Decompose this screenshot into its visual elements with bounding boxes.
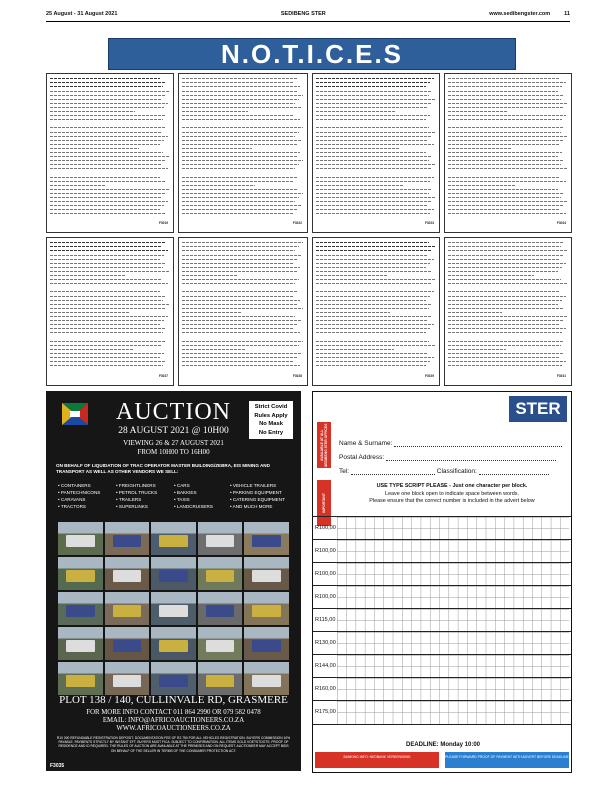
auction-contact — [46, 709, 301, 733]
name-field[interactable] — [339, 440, 562, 447]
text-line — [448, 364, 562, 368]
vehicle-photo — [244, 592, 289, 625]
text-lines — [316, 77, 436, 216]
row-price: R144,00 — [315, 663, 336, 669]
list-item: • TRAILERS — [116, 497, 142, 502]
vehicle-shape — [252, 605, 281, 618]
vehicle-photo — [244, 627, 289, 660]
notice-ref: F3023 — [424, 220, 434, 225]
viewing-info — [46, 439, 301, 456]
vehicle-photo — [58, 627, 103, 660]
auction-fine-print: R10 000 REFUNDABLE REGISTRATION DEPOSIT. DOCUMENTATION FEE OF R2 750 FOR ALL VEHICLES REGISTRATION. BUYERS COMMISSION 10% PAYABLE. PAYMENTS STRICTLY BY INSTANT EFT. BUYERS MUST FICA. SUBJECT TO CONFIRMATION. ALL ITEMS SOLD VOETSTOOTS. PROOF OF RESIDENCE AND ID REQUIRED. THE RULES OF AUCTION ARE AVAILABLE AT THE PREMISES AND ON REQUEST. AUCTIONEER MAY ACCEPT BIDS ON BEHALF OF THE SELLER IN TERMS OF THE CONSUMER PROTECTION ACT. — [56, 736, 291, 753]
notice-ref: F3022 — [292, 220, 302, 225]
text-line — [182, 167, 295, 171]
row-price: R100,00 — [315, 548, 336, 554]
vehicle-photo — [105, 522, 150, 555]
notice-block-4 — [444, 73, 572, 233]
list-item: • CONTAINERS — [58, 483, 91, 488]
address-field[interactable] — [339, 454, 556, 461]
row-cells[interactable] — [337, 609, 569, 632]
row-price: R100,00 — [315, 571, 336, 577]
text-line — [50, 331, 163, 335]
vehicle-shape — [66, 535, 95, 548]
vehicle-photo — [198, 627, 243, 660]
list-item: • TAXIS — [174, 497, 190, 502]
vehicle-photo — [58, 592, 103, 625]
text-line — [448, 167, 567, 171]
text-line — [448, 331, 562, 335]
text-line — [316, 282, 431, 286]
row-price: R175,00 — [315, 709, 336, 715]
text-line — [50, 167, 168, 171]
vehicle-shape — [66, 605, 95, 618]
vehicle-shape — [66, 675, 95, 688]
auction-photo-grid — [58, 522, 289, 695]
issue-date: 25 August - 31 August 2021 — [46, 11, 118, 17]
classification-label: Classification: — [436, 468, 477, 475]
text-lines — [448, 241, 568, 368]
paper-name: SEDIBENG STER — [280, 11, 326, 17]
text-lines — [182, 241, 304, 368]
page-header — [46, 8, 570, 20]
grid-row[interactable] — [313, 654, 571, 678]
auction-ref: F3035 — [50, 763, 65, 769]
ster-logo: STER — [509, 396, 567, 422]
list-item: • CATERING EQUIPMENT — [230, 497, 285, 502]
row-price: R100,00 — [315, 594, 336, 600]
list-item: • AND MUCH MORE — [230, 504, 273, 509]
vehicle-photo — [58, 522, 103, 555]
text-line — [50, 364, 163, 368]
vehicle-shape — [113, 570, 142, 583]
vehicle-photo — [58, 662, 103, 695]
notice-ref: F3029 — [424, 373, 434, 378]
notice-ref: F3024 — [556, 220, 566, 225]
text-line — [316, 364, 426, 368]
name-label: Name & Surname: — [339, 440, 393, 447]
row-price: R160,00 — [315, 686, 336, 692]
text-lines — [50, 241, 170, 368]
text-lines — [182, 77, 304, 216]
vehicle-shape — [252, 675, 281, 688]
row-price: R130,00 — [315, 640, 336, 646]
banner-title: N.O.T.I.C.E.S — [220, 38, 404, 69]
notice-ref: F3028 — [292, 373, 302, 378]
vehicle-photo — [198, 557, 243, 590]
grid-row[interactable] — [313, 516, 571, 540]
row-cells[interactable] — [337, 655, 569, 678]
row-price: R115,00 — [315, 617, 336, 623]
vehicle-photo — [105, 662, 150, 695]
notice-block-7 — [312, 237, 440, 386]
vehicle-photo — [244, 522, 289, 555]
list-item: • VEHICLE TRAILERS — [230, 483, 277, 488]
tel-field[interactable] — [339, 468, 549, 475]
instruction-line: Please ensure that the correct number is included in the advert below — [369, 498, 535, 504]
notice-ref: F3027 — [158, 373, 168, 378]
vehicle-shape — [206, 640, 235, 653]
grid-row[interactable] — [313, 677, 571, 701]
text-lines — [448, 77, 568, 216]
row-price: R100,00 — [315, 525, 336, 531]
vehicle-shape — [252, 535, 281, 548]
grid-row[interactable] — [313, 539, 571, 563]
important-side-strip: IMPORTANT — [317, 480, 331, 526]
list-item: • LANDCRUISERS — [174, 504, 213, 509]
vehicle-photo — [105, 627, 150, 660]
notice-block-6 — [178, 237, 308, 386]
row-cells[interactable] — [337, 701, 569, 724]
covid-rule: No Mask — [259, 421, 283, 427]
vehicle-shape — [159, 640, 188, 653]
text-lines — [50, 77, 170, 216]
grid-row[interactable] — [313, 562, 571, 586]
notice-ref: F3019 — [158, 220, 168, 225]
grid-row[interactable] — [313, 631, 571, 655]
auction-date: 28 AUGUST 2021 @ 10H00 — [118, 426, 229, 436]
vehicle-shape — [159, 535, 188, 548]
vehicle-shape — [206, 535, 235, 548]
text-line — [448, 118, 562, 122]
vehicle-shape — [113, 535, 142, 548]
vehicle-shape — [113, 640, 142, 653]
vehicle-shape — [206, 675, 235, 688]
vehicle-shape — [159, 605, 188, 618]
notice-text — [182, 77, 304, 227]
contact-phone: FOR MORE INFO CONTACT 011 864 2990 OR 079 582 0478 — [86, 709, 261, 716]
list-item: • PARKING EQUIPMENT — [230, 490, 282, 495]
notice-text — [50, 77, 170, 227]
vehicle-shape — [252, 640, 281, 653]
vehicle-photo — [58, 557, 103, 590]
row-cells[interactable] — [337, 517, 569, 540]
auction-address: PLOT 138 / 140, CULLINVALE RD, GRASMERE — [59, 694, 288, 706]
vehicle-shape — [113, 605, 142, 618]
vehicle-photo — [105, 557, 150, 590]
website-link[interactable]: www.sedibengster.com — [489, 11, 551, 17]
row-cells[interactable] — [337, 540, 569, 563]
viewing-dates: VIEWING 26 & 27 AUGUST 2021 — [123, 439, 224, 447]
page-number: 11 — [564, 11, 570, 17]
list-item: • CARS — [174, 483, 190, 488]
row-cells[interactable] — [337, 632, 569, 655]
covid-rule: Strict Covid — [254, 404, 288, 410]
viewing-time: FROM 10H00 TO 16H00 — [137, 447, 210, 456]
text-line — [50, 282, 168, 286]
row-cells[interactable] — [337, 678, 569, 701]
text-lines — [316, 241, 436, 368]
vehicle-shape — [66, 640, 95, 653]
vehicle-photo — [244, 662, 289, 695]
vehicle-photo — [151, 557, 196, 590]
vehicle-photo — [151, 522, 196, 555]
notice-block-5 — [46, 237, 174, 386]
list-item: • SUPERLINKS — [116, 504, 148, 509]
instruction-line: Leave one block open to indicate space between words. — [385, 490, 519, 497]
notice-text — [316, 241, 436, 380]
form-instructions — [339, 483, 565, 506]
covid-rule: Rules Apply — [254, 412, 288, 419]
text-line — [50, 118, 163, 122]
covid-rule: No Entry — [258, 429, 284, 436]
vehicle-shape — [66, 570, 95, 583]
notice-text — [50, 241, 170, 380]
vehicle-photo — [105, 592, 150, 625]
text-line — [182, 364, 300, 368]
notice-block-2 — [178, 73, 308, 233]
text-line — [182, 212, 294, 216]
list-item: • PETROL TRUCKS — [116, 490, 158, 495]
auction-advert — [46, 391, 301, 771]
text-line — [316, 167, 431, 171]
vehicle-shape — [206, 605, 235, 618]
notice-text — [448, 241, 568, 380]
vehicle-shape — [159, 675, 188, 688]
list-item: • BAKKIES — [174, 490, 197, 495]
header-divider — [46, 21, 570, 22]
banking-info-bar: BANKING INFO: NEDBANK VEREENIGING — [315, 752, 439, 768]
auction-title: AUCTION — [116, 399, 231, 425]
row-cells[interactable] — [337, 586, 569, 609]
vehicle-shape — [252, 570, 281, 583]
notice-block-8 — [444, 237, 572, 386]
proof-of-payment-bar: PLEASE FORWARD PROOF OF PAYMENT WITH ADVERT BEFORE DEADLINE — [445, 752, 569, 768]
notice-text — [448, 77, 568, 227]
contact-website[interactable]: WWW.AFRICOAUCTIONEERS.CO.ZA — [116, 725, 231, 732]
text-line — [448, 212, 566, 216]
vehicle-shape — [113, 675, 142, 688]
text-line — [182, 282, 295, 286]
vehicle-shape — [159, 570, 188, 583]
vehicle-photo — [151, 662, 196, 695]
vehicle-shape — [206, 570, 235, 583]
vehicle-photo — [198, 522, 243, 555]
vehicle-photo — [198, 592, 243, 625]
text-line — [316, 331, 426, 335]
notice-text — [182, 241, 304, 380]
text-line — [448, 282, 567, 286]
form-deadline: DEADLINE: Monday 10:00 — [405, 742, 480, 748]
row-cells[interactable] — [337, 563, 569, 586]
grid-row[interactable] — [313, 585, 571, 609]
tel-label: Tel: — [339, 468, 350, 475]
notice-block-3 — [312, 73, 440, 233]
list-item: • TRACTORS — [58, 504, 86, 509]
vehicle-photo — [151, 592, 196, 625]
text-line — [50, 212, 166, 216]
text-line — [182, 118, 300, 122]
auction-behalf: ON BEHALF OF LIQUIDATION OF TRAC OPERATOR MASTER BUILDING/ZEBRA, EIS MINING AND TRANSPORT AS WELL AS OTHER VENDORS WE SELL: — [56, 463, 270, 474]
text-line — [316, 118, 426, 122]
vehicle-photo — [244, 557, 289, 590]
address-label: Postal Address: — [339, 454, 385, 461]
instruction-line: USE TYPE SCRIPT PLEASE - Just one character per block. — [376, 483, 528, 489]
notice-ref: F3031 — [556, 373, 566, 378]
contact-email[interactable]: EMAIL: INFO@AFRICOAUCTIONEERS.CO.ZA — [102, 717, 245, 724]
notices-banner — [108, 38, 516, 70]
grid-row[interactable] — [313, 700, 571, 725]
list-item: • PANTECHNICONS — [58, 490, 101, 495]
vehicle-photo — [151, 627, 196, 660]
notice-block-1 — [46, 73, 174, 233]
text-line — [182, 331, 300, 335]
offices-side-strip: AVAILABLE AT ALL SEDIBENG STER OFFICES — [317, 422, 331, 468]
list-item: • FREIGHTLINERS — [116, 483, 156, 488]
notice-text — [316, 77, 436, 227]
vehicle-photo — [198, 662, 243, 695]
auction-item-list — [58, 482, 293, 510]
classified-order-form — [312, 391, 572, 773]
text-line — [316, 212, 430, 216]
list-item: • CARAVANS — [58, 497, 86, 502]
grid-row[interactable] — [313, 608, 571, 632]
